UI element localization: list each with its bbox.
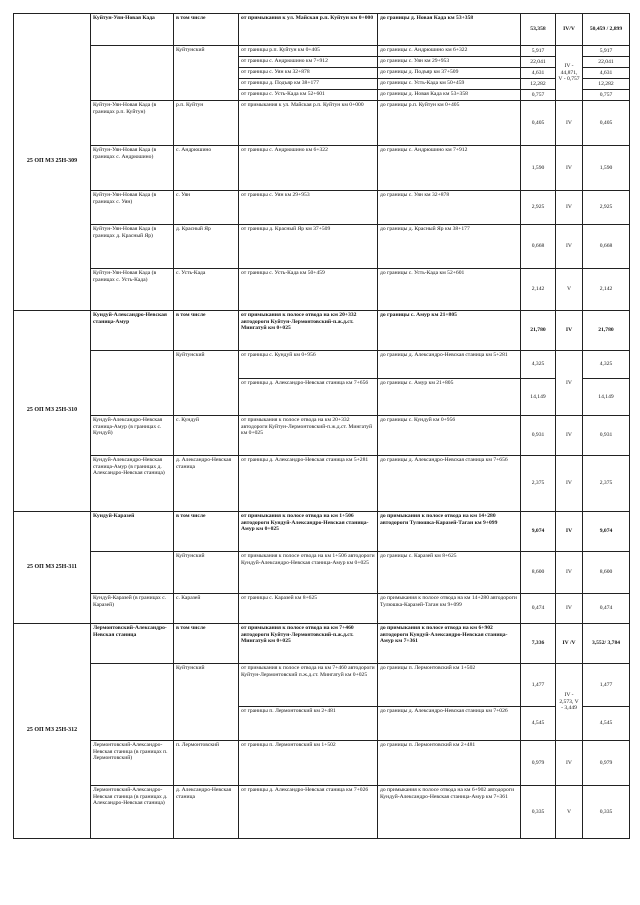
category-cell: IV — [556, 311, 583, 351]
length-cell: 53,358 — [521, 14, 556, 46]
location-cell: в том числе — [174, 624, 239, 664]
from-cell: от границы д. Красный Яр км 37+509 — [239, 225, 378, 269]
location-cell: Куйтунский — [174, 664, 239, 741]
total-cell: 3,552/ 3,784 — [583, 624, 630, 664]
road-name: Лермонтовский-Александро-Невская станица (в границах п. Лермонтовский) — [91, 741, 174, 786]
total-cell: 5,917 — [583, 46, 630, 57]
to-cell: до примыкания к полосе отвода на км 6+902 автодороги Кундуй-Александро-Невская станица-Амур км 7+361 — [378, 786, 521, 839]
road-name: Куйтун-Уян-Новая Када (в границах с. Уян) — [91, 191, 174, 225]
category-cell: IV — [556, 146, 583, 191]
location-cell: в том числе — [174, 512, 239, 552]
to-cell: до границы д. Новая Када км 53+358 — [378, 90, 521, 101]
category-cell: IV — [556, 191, 583, 225]
road-code: 25 ОП МЗ 25Н-311 — [14, 512, 91, 624]
road-name — [91, 552, 174, 594]
road-name: Кундуй-Александро-Невская станица-Амур (в границах д. Александро-Невская станица) — [91, 456, 174, 512]
category-cell: IV — [556, 101, 583, 146]
length-cell: 21,780 — [521, 311, 556, 351]
road-name: Кундуй-Александро-Невская станица-Амур — [91, 311, 174, 351]
to-cell: до границы с. Уян км 32+878 — [378, 191, 521, 225]
from-cell: от границы с. Усть-Када км 50+459 — [239, 269, 378, 311]
road-name: Кундуй-Каразей (в границах с. Каразей) — [91, 594, 174, 624]
from-cell: от примыкания к полосе отвода на км 7+460 автодороги Куйтун-Лермонтовский-п.ж.д.ст. Мингатуй км 0+025 — [239, 624, 378, 664]
to-cell: до границы д. Александро-Невская станица км 5+281 — [378, 351, 521, 379]
from-cell: от примыкания к ул. Майская р.п. Куйтун км 0+000 — [239, 101, 378, 146]
length-cell: 0,931 — [521, 416, 556, 456]
location-cell: р.п. Куйтун — [174, 101, 239, 146]
to-cell: до границы д. Красный Яр км 38+177 — [378, 225, 521, 269]
total-cell: 8,600 — [583, 552, 630, 594]
road-name: Куйтун-Уян-Новая Када (в границах с. Усть-Када) — [91, 269, 174, 311]
to-cell: до границы п. Лермонтовский км 2+481 — [378, 741, 521, 786]
from-cell: от границы с. Каразей км 8+625 — [239, 594, 378, 624]
to-cell: до границы с. Каразей км 8+625 — [378, 552, 521, 594]
from-cell: от границы д. Александро-Невская станица км 7+026 — [239, 786, 378, 839]
length-cell: 0,757 — [521, 90, 556, 101]
category-cell: IV - 2,573, V - 3,449 — [556, 664, 583, 741]
to-cell: до границы с. Усть-Када км 50+459 — [378, 79, 521, 90]
total-cell: 1,477 — [583, 664, 630, 707]
location-cell: Куйтунский — [174, 46, 239, 101]
to-cell: до границы д. Александро-Невская станица км 7+026 — [378, 707, 521, 741]
from-cell: от границы д. Александро-Невская станица км 5+281 — [239, 456, 378, 512]
total-cell: 4,545 — [583, 707, 630, 741]
total-cell: 9,074 — [583, 512, 630, 552]
road-code: 25 ОП МЗ 25Н-310 — [14, 311, 91, 512]
road-name: Куйтун-Уян-Новая Када — [91, 14, 174, 46]
length-cell: 12,282 — [521, 79, 556, 90]
location-cell: Куйтунский — [174, 351, 239, 416]
road-name: Куйтун-Уян-Новая Када (в границах с. Андрюшино) — [91, 146, 174, 191]
road-name: Куйтун-Уян-Новая Када (в границах д. Красный Яр) — [91, 225, 174, 269]
category-cell: IV - 44,871, V - 0,757 — [556, 46, 583, 101]
from-cell: от границы с. Кундуй км 0+956 — [239, 351, 378, 379]
total-cell: 50,459 / 2,899 — [583, 14, 630, 46]
location-cell: д. Александро-Невская станица — [174, 786, 239, 839]
length-cell: 0,405 — [521, 101, 556, 146]
total-cell: 2,142 — [583, 269, 630, 311]
road-name: Кундуй-Каразей — [91, 512, 174, 552]
length-cell: 9,074 — [521, 512, 556, 552]
location-cell: с. Каразей — [174, 594, 239, 624]
road-name — [91, 351, 174, 416]
from-cell: от границы д. Подъяр км 38+177 — [239, 79, 378, 90]
from-cell: от границы с. Уян км 32+878 — [239, 68, 378, 79]
category-cell: IV — [556, 512, 583, 552]
road-name: Куйтун-Уян-Новая Када (в границах р.п. Куйтун) — [91, 101, 174, 146]
total-cell: 0,668 — [583, 225, 630, 269]
road-name: Кундуй-Александро-Невская станица-Амур (в границах с. Кундуй) — [91, 416, 174, 456]
total-cell: 0,405 — [583, 101, 630, 146]
location-cell: с. Уян — [174, 191, 239, 225]
from-cell: от примыкания к ул. Майская р.п. Куйтун км 0+000 — [239, 14, 378, 46]
to-cell: до примыкания к полосе отвода на км 14+280 автодороги Тулюшка-Каразей-Таган км 9+099 — [378, 594, 521, 624]
to-cell: до примыкания к полосе отвода на км 6+902 автодороги Кундуй-Александро-Невская станица-Амур км 7+361 — [378, 624, 521, 664]
road-name — [91, 46, 174, 101]
to-cell: до границы д. Александро-Невская станица км 7+656 — [378, 456, 521, 512]
length-cell: 4,545 — [521, 707, 556, 741]
from-cell: от примыкания к полосе отвода на км 20+332 автодороги Куйтун-Лермонтовский-п.ж.д.ст. Мингатуй км 0+025 — [239, 311, 378, 351]
length-cell: 0,668 — [521, 225, 556, 269]
length-cell: 1,477 — [521, 664, 556, 707]
road-code: 25 ОП МЗ 25Н-309 — [14, 14, 91, 311]
total-cell: 12,282 — [583, 79, 630, 90]
total-cell: 0,335 — [583, 786, 630, 839]
category-cell: IV — [556, 741, 583, 786]
from-cell: от границы п. Лермонтовский км 2+481 — [239, 707, 378, 741]
total-cell: 0,474 — [583, 594, 630, 624]
length-cell: 4,325 — [521, 351, 556, 379]
location-cell: в том числе — [174, 14, 239, 46]
length-cell: 0,335 — [521, 786, 556, 839]
road-name: Лермонтовский-Александро-Невская станица (в границах д. Александро-Невская станица) — [91, 786, 174, 839]
location-cell: с. Усть-Када — [174, 269, 239, 311]
total-cell: 4,631 — [583, 68, 630, 79]
to-cell: до границы р.п. Куйтун км 0+405 — [378, 101, 521, 146]
location-cell: п. Лермонтовский — [174, 741, 239, 786]
location-cell: с. Андрюшино — [174, 146, 239, 191]
category-cell: IV — [556, 351, 583, 416]
road-name — [91, 664, 174, 741]
to-cell: до границы с. Кундуй км 0+956 — [378, 416, 521, 456]
location-cell: в том числе — [174, 311, 239, 351]
to-cell: до границы д. Подъяр км 37+509 — [378, 68, 521, 79]
category-cell: IV — [556, 594, 583, 624]
from-cell: от границы р.п. Куйтун км 0+405 — [239, 46, 378, 57]
length-cell: 14,149 — [521, 379, 556, 416]
length-cell: 7,336 — [521, 624, 556, 664]
from-cell: от примыкания к полосе отвода на км 1+506 автодороги Кундуй-Александро-Невская станица-Амур км 0+025 — [239, 552, 378, 594]
category-cell: V — [556, 786, 583, 839]
location-cell: Куйтунский — [174, 552, 239, 594]
to-cell: до примыкания к полосе отвода на км 14+280 автодороги Тулюшка-Каразей-Таган км 9+099 — [378, 512, 521, 552]
location-cell: с. Кундуй — [174, 416, 239, 456]
total-cell: 22,041 — [583, 57, 630, 68]
category-cell: IV — [556, 225, 583, 269]
category-cell: IV /V — [556, 624, 583, 664]
length-cell: 22,041 — [521, 57, 556, 68]
to-cell: до границы с. Амур км 21+805 — [378, 311, 521, 351]
length-cell: 2,375 — [521, 456, 556, 512]
road-registry-table — [13, 13, 630, 839]
category-cell: IV — [556, 416, 583, 456]
from-cell: от границы с. Уян км 29+953 — [239, 191, 378, 225]
from-cell: от границы п. Лермонтовский км 1+502 — [239, 741, 378, 786]
to-cell: до границы с. Андрюшино км 7+912 — [378, 146, 521, 191]
length-cell: 8,600 — [521, 552, 556, 594]
total-cell: 1,590 — [583, 146, 630, 191]
total-cell: 2,375 — [583, 456, 630, 512]
total-cell: 21,780 — [583, 311, 630, 351]
total-cell: 0,979 — [583, 741, 630, 786]
to-cell: до границы д. Новая Када км 53+358 — [378, 14, 521, 46]
from-cell: от примыкания к полосе отвода на км 20+332 автодороги Куйтун-Лермонтовский-п.ж.д.ст. Мингатуй км 0+025 — [239, 416, 378, 456]
from-cell: от границы с. Усть-Када км 52+601 — [239, 90, 378, 101]
total-cell: 0,931 — [583, 416, 630, 456]
from-cell: от границы д. Александро-Невская станица км 7+656 — [239, 379, 378, 416]
from-cell: от границы с. Андрюшино км 7+912 — [239, 57, 378, 68]
total-cell: 2,925 — [583, 191, 630, 225]
road-name: Лермонтовский-Александро-Невская станица — [91, 624, 174, 664]
category-cell: IV — [556, 456, 583, 512]
length-cell: 4,631 — [521, 68, 556, 79]
category-cell: V — [556, 269, 583, 311]
location-cell: д. Александро-Невская станица — [174, 456, 239, 512]
from-cell: от примыкания к полосе отвода на км 1+506 автодороги Кундуй-Александро-Невская станица-Амур км 0+025 — [239, 512, 378, 552]
from-cell: от примыкания к полосе отвода на км 7+460 автодороги Куйтун-Лермонтовский п.ж.д.ст. Мингатуй км 0+025 — [239, 664, 378, 707]
length-cell: 0,979 — [521, 741, 556, 786]
location-cell: д. Красный Яр — [174, 225, 239, 269]
category-cell: IV — [556, 552, 583, 594]
total-cell: 4,325 — [583, 351, 630, 379]
from-cell: от границы с. Андрюшино км 6+322 — [239, 146, 378, 191]
to-cell: до границы с. Усть-Када км 52+601 — [378, 269, 521, 311]
to-cell: до границы с. Андрюшино км 6+322 — [378, 46, 521, 57]
length-cell: 5,917 — [521, 46, 556, 57]
length-cell: 2,142 — [521, 269, 556, 311]
length-cell: 1,590 — [521, 146, 556, 191]
road-code: 25 ОП МЗ 25Н-312 — [14, 624, 91, 839]
to-cell: до границы с. Амур км 21+805 — [378, 379, 521, 416]
total-cell: 14,149 — [583, 379, 630, 416]
to-cell: до границы п. Лермонтовский км 1+502 — [378, 664, 521, 707]
length-cell: 0,474 — [521, 594, 556, 624]
total-cell: 0,757 — [583, 90, 630, 101]
to-cell: до границы с. Уян км 29+953 — [378, 57, 521, 68]
length-cell: 2,925 — [521, 191, 556, 225]
category-cell: IV/V — [556, 14, 583, 46]
